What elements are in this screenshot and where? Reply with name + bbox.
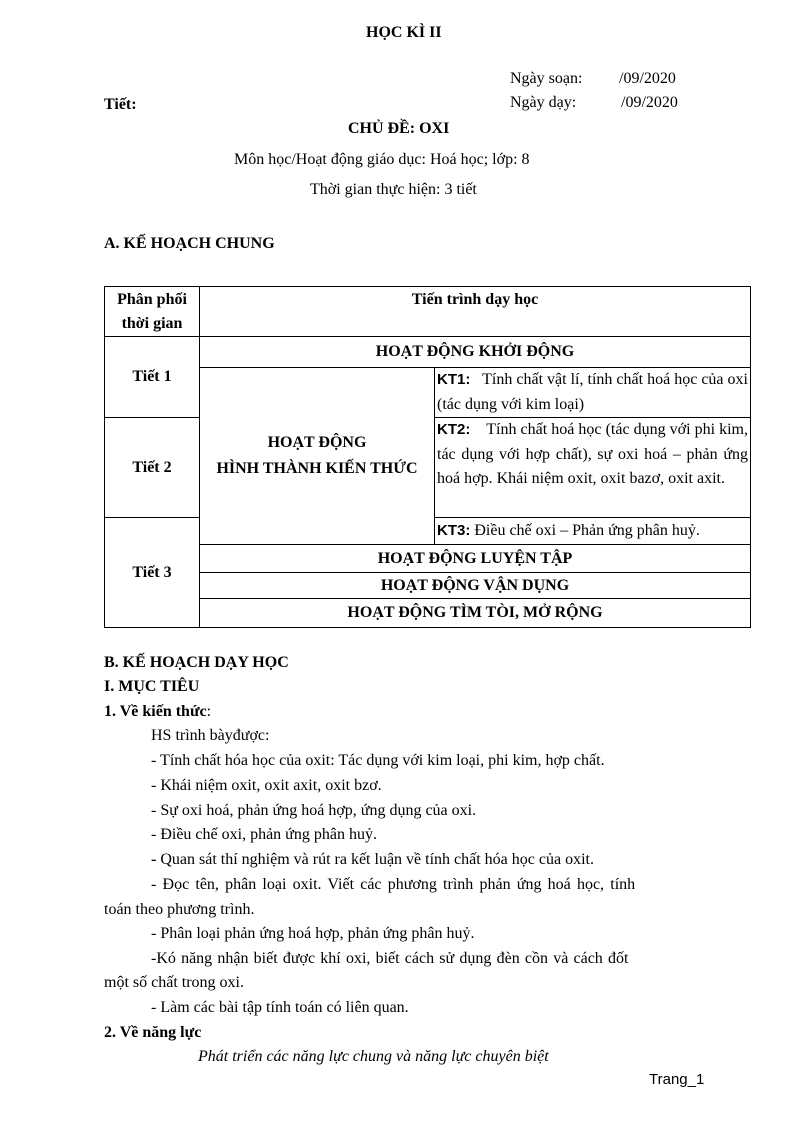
capability-text: Phát triển các năng lực chung và năng lực chuyên biệt	[198, 1048, 549, 1065]
page-number: Trang_1	[649, 1071, 705, 1088]
knowledge-line-7b: toán theo phương trình.	[104, 901, 255, 918]
col-time-header-line2: thời gian	[121, 315, 183, 332]
col-process-header: Tiến trình dạy học	[200, 287, 751, 337]
col-time-header	[105, 287, 200, 337]
duration-line: Thời gian thực hiện: 3 tiết	[310, 181, 477, 198]
knowledge-colon: :	[206, 703, 212, 720]
section-a-title: A. KẾ HOẠCH CHUNG	[104, 235, 275, 252]
capability-title: 2. Về năng lực	[104, 1024, 202, 1041]
tim-toi-cell: HOẠT ĐỘNG TÌM TÒI, MỞ RỘNG	[200, 599, 751, 628]
knowledge-heading	[104, 703, 211, 721]
period-label: Tiết:	[104, 96, 137, 113]
tiet-1-cell: Tiết 1	[105, 337, 200, 418]
knowledge-line-7a: - Đọc tên, phân loại oxit. Viết các phương trình phản ứng hoá học, tính	[151, 876, 636, 893]
knowledge-line-6-text: Quan sát thí nghiệm và rút ra kết luận về tính chất hóa học của oxit.	[156, 851, 594, 868]
tiet-3-cell: Tiết 3	[105, 518, 200, 628]
date-taught-label: Ngày dạy:	[510, 94, 577, 111]
knowledge-line-6	[151, 851, 594, 869]
subject-line: Môn học/Hoạt động giáo dục: Hoá học; lớp: 8	[234, 151, 530, 168]
date-taught-value: /09/2020	[621, 94, 678, 111]
topic-title: CHỦ ĐỀ: OXI	[348, 120, 450, 137]
col-time-header-line1: Phân phối	[117, 291, 187, 308]
kt3-text: Điều chế oxi – Phản ứng phân huỷ.	[474, 521, 700, 539]
kt1-cell	[435, 368, 751, 418]
khoi-dong-cell: HOẠT ĐỘNG KHỞI ĐỘNG	[200, 337, 751, 368]
knowledge-line-3: - Khái niệm oxit, oxit axit, oxit bzơ.	[151, 777, 382, 794]
hinh-thanh-line1: HOẠT ĐỘNG	[267, 434, 367, 451]
knowledge-line-8: - Phân loại phản ứng hoá hợp, phản ứng phân huỷ.	[151, 925, 475, 942]
kt1-label: KT1:	[437, 371, 471, 388]
objectives-title: I. MỤC TIÊU	[104, 678, 200, 695]
kt3-cell	[435, 518, 751, 545]
knowledge-line-9b: một số chất trong oxi.	[104, 974, 244, 991]
general-plan-table	[104, 286, 751, 628]
kt2-text: Tính chất hoá học (tác dụng với phi kim, tác dụng với hợp chất), sự oxi hoá – phản ứng hoá hợp. Khái niệm oxit, oxit bazơ, oxit axit.	[437, 421, 748, 487]
kt3-label: KT3:	[437, 521, 471, 539]
kt2-cell	[435, 418, 751, 518]
luyen-tap-cell: HOẠT ĐỘNG LUYỆN TẬP	[200, 545, 751, 573]
kt1-text: Tính chất vật lí, tính chất hoá học của oxi (tác dụng với kim loại)	[437, 371, 748, 413]
date-prepared-label: Ngày soạn:	[510, 70, 583, 87]
kt2-label: KT2:	[437, 421, 471, 438]
hinh-thanh-cell	[200, 368, 435, 545]
knowledge-line-9a: -Kó năng nhận biết được khí oxi, biết cách sử dụng đèn cồn và cách đốt	[151, 950, 629, 967]
section-b-title: B. KẾ HOẠCH DẠY HỌC	[104, 654, 289, 671]
date-prepared-value: /09/2020	[619, 70, 676, 87]
knowledge-line-6-dash: -	[151, 851, 157, 868]
knowledge-line-2: - Tính chất hóa học của oxit: Tác dụng với kim loại, phi kim, hợp chất.	[151, 752, 605, 769]
tiet-2-cell: Tiết 2	[105, 418, 200, 518]
knowledge-line-4: - Sự oxi hoá, phản ứng hoá hợp, ứng dụng của oxi.	[151, 802, 477, 819]
hinh-thanh-line2: HÌNH THÀNH KIẾN THỨC	[216, 460, 418, 477]
semester-title: HỌC KÌ II	[366, 24, 442, 41]
van-dung-cell: HOẠT ĐỘNG VẬN DỤNG	[200, 573, 751, 599]
knowledge-title: 1. Về kiến thức	[104, 703, 207, 720]
knowledge-line-5: - Điều chế oxi, phản ứng phân huỷ.	[151, 826, 377, 843]
knowledge-line-1: HS trình bàyđược:	[151, 727, 270, 744]
knowledge-line-10: - Làm các bài tập tính toán có liên quan.	[151, 999, 409, 1016]
